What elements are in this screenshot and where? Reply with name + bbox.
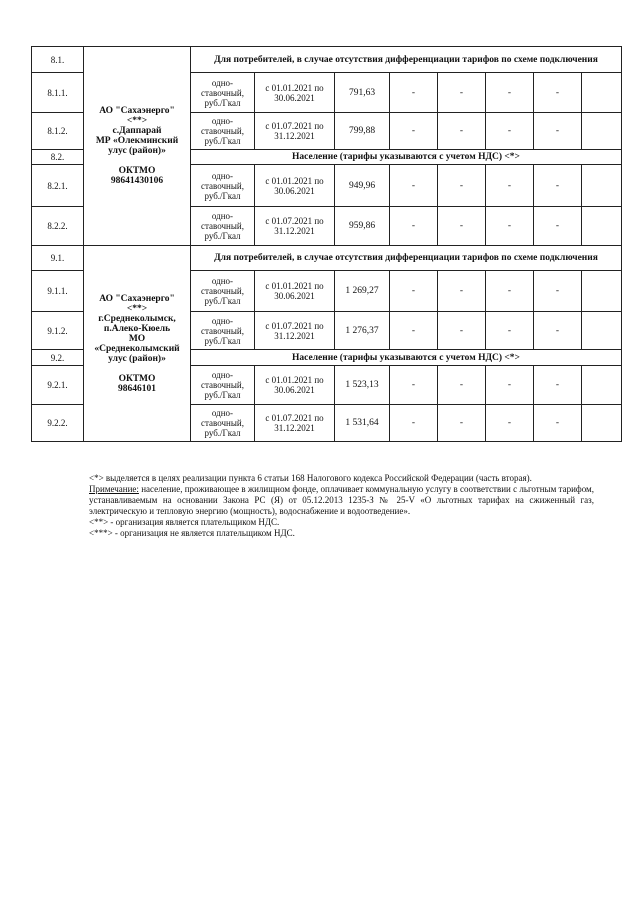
empty-value: -	[438, 73, 486, 113]
footnote-vat-payer: <**> - организация является плательщиком НДС.	[89, 517, 280, 527]
empty-value: -	[438, 405, 486, 442]
note-text: население, проживающее в жилищном фонде, оплачивает коммунальную услугу в соответствии с льготным тарифом, устанавливаемым на основании Закона РС (Я) от 05.12.2013 1235-З № 25-V «О льготных тарифах на сжиженный газ, электрическую и тепловую энергию (мощность), водоснабжение и водоотведение».	[89, 484, 594, 516]
footnote-vat-allocation: <*> выделяется в целях реализации пункта 6 статьи 168 Налогового кодекса Российской Федерации (часть вторая).	[89, 473, 532, 483]
empty-value: -	[390, 165, 438, 207]
note-label: Примечание:	[89, 484, 139, 494]
tariff-unit: одно-ставочный, руб./Гкал	[191, 405, 255, 442]
empty-value: -	[534, 73, 582, 113]
empty-cell	[582, 207, 622, 246]
empty-value: -	[438, 207, 486, 246]
row-number: 9.1.1.	[32, 271, 84, 312]
tariff-unit: одно-ставочный, руб./Гкал	[191, 113, 255, 150]
tariff-unit: одно-ставочный, руб./Гкал	[191, 366, 255, 405]
empty-value: -	[390, 207, 438, 246]
tariff-unit: одно-ставочный, руб./Гкал	[191, 312, 255, 350]
section-header-consumers: Для потребителей, в случае отсутствия дифференциации тарифов по схеме подключения	[191, 47, 622, 73]
section-header-population: Население (тарифы указываются с учетом НДС) <*>	[191, 150, 622, 165]
tariff-value: 791,63	[335, 73, 390, 113]
oktmo-label: ОКТМО	[118, 166, 156, 176]
empty-value: -	[534, 165, 582, 207]
tariff-value: 1 269,27	[335, 271, 390, 312]
empty-value: -	[438, 113, 486, 150]
row-number: 8.1.1.	[32, 73, 84, 113]
org-place: улус (район)»	[108, 146, 166, 156]
empty-value: -	[486, 405, 534, 442]
empty-value: -	[534, 271, 582, 312]
tariff-period: с 01.01.2021 по 30.06.2021	[255, 271, 335, 312]
tariff-period: с 01.01.2021 по 30.06.2021	[255, 366, 335, 405]
empty-value: -	[438, 312, 486, 350]
empty-value: -	[534, 405, 582, 442]
oktmo-label: ОКТМО	[118, 373, 156, 384]
tariff-period: с 01.01.2021 по 30.06.2021	[255, 73, 335, 113]
vat-mark: <**>	[126, 116, 148, 126]
table-row	[32, 246, 622, 271]
empty-value: -	[486, 366, 534, 405]
tariff-period: с 01.07.2021 по 31.12.2021	[255, 405, 335, 442]
row-number: 8.2.	[32, 150, 84, 165]
row-number: 8.1.	[32, 47, 84, 73]
table-row	[32, 47, 622, 73]
row-number: 9.1.	[32, 246, 84, 271]
empty-value: -	[438, 165, 486, 207]
tariff-table	[31, 46, 622, 442]
empty-value: -	[390, 271, 438, 312]
empty-value: -	[486, 73, 534, 113]
tariff-period: с 01.07.2021 по 31.12.2021	[255, 312, 335, 350]
empty-value: -	[390, 73, 438, 113]
row-number: 9.2.1.	[32, 366, 84, 405]
tariff-value: 949,96	[335, 165, 390, 207]
oktmo-code: 98641430106	[110, 176, 164, 186]
empty-value: -	[390, 113, 438, 150]
empty-cell	[582, 271, 622, 312]
footnote-note	[89, 484, 594, 517]
empty-value: -	[486, 312, 534, 350]
empty-value: -	[534, 312, 582, 350]
row-number: 8.2.2.	[32, 207, 84, 246]
empty-value: -	[486, 113, 534, 150]
empty-cell	[582, 366, 622, 405]
tariff-unit: одно-ставочный, руб./Гкал	[191, 207, 255, 246]
empty-value: -	[390, 312, 438, 350]
org-name: АО "Сахаэнерго"	[99, 106, 175, 116]
empty-value: -	[534, 366, 582, 405]
empty-value: -	[534, 207, 582, 246]
empty-value: -	[486, 165, 534, 207]
tariff-value: 1 531,64	[335, 405, 390, 442]
empty-value: -	[390, 366, 438, 405]
oktmo-code: 98646101	[118, 383, 156, 394]
empty-value: -	[486, 271, 534, 312]
empty-value: -	[390, 405, 438, 442]
tariff-period: с 01.01.2021 по 30.06.2021	[255, 165, 335, 207]
tariff-unit: одно-ставочный, руб./Гкал	[191, 73, 255, 113]
org-place: улус (район)»	[108, 353, 166, 364]
empty-value: -	[438, 366, 486, 405]
empty-cell	[582, 405, 622, 442]
tariff-period: с 01.07.2021 по 31.12.2021	[255, 207, 335, 246]
tariff-value: 959,86	[335, 207, 390, 246]
tariff-value: 1 276,37	[335, 312, 390, 350]
empty-cell	[582, 312, 622, 350]
org-name: АО "Сахаэнерго"	[99, 293, 175, 304]
row-number: 8.2.1.	[32, 165, 84, 207]
row-number: 8.1.2.	[32, 113, 84, 150]
org-place: п.Алеко-Кюель	[103, 323, 171, 334]
org-place: «Среднеколымский	[94, 343, 180, 354]
empty-value: -	[438, 271, 486, 312]
row-number: 9.2.	[32, 350, 84, 366]
footnote-non-vat-payer: <***> - организация не является плательщиком НДС.	[89, 528, 295, 538]
empty-cell	[582, 113, 622, 150]
org-place: с.Даппарай	[112, 126, 162, 136]
tariff-period: с 01.07.2021 по 31.12.2021	[255, 113, 335, 150]
org-place: МО	[128, 333, 146, 344]
org-place: МР «Олекминский	[95, 136, 179, 146]
org-place: г.Среднеколымск,	[98, 313, 176, 324]
tariff-value: 799,88	[335, 113, 390, 150]
footnotes	[89, 473, 594, 539]
row-number: 9.2.2.	[32, 405, 84, 442]
section-header-consumers: Для потребителей, в случае отсутствия дифференциации тарифов по схеме подключения	[191, 246, 622, 271]
vat-mark: <**>	[126, 303, 148, 314]
tariff-unit: одно-ставочный, руб./Гкал	[191, 271, 255, 312]
empty-cell	[582, 165, 622, 207]
row-number: 9.1.2.	[32, 312, 84, 350]
tariff-unit: одно-ставочный, руб./Гкал	[191, 165, 255, 207]
empty-value: -	[534, 113, 582, 150]
organization-cell	[84, 47, 191, 246]
empty-cell	[582, 73, 622, 113]
organization-cell	[84, 246, 191, 442]
block-8	[32, 47, 622, 246]
section-header-population: Население (тарифы указываются с учетом НДС) <*>	[191, 350, 622, 366]
tariff-value: 1 523,13	[335, 366, 390, 405]
empty-value: -	[486, 207, 534, 246]
block-9	[32, 246, 622, 442]
